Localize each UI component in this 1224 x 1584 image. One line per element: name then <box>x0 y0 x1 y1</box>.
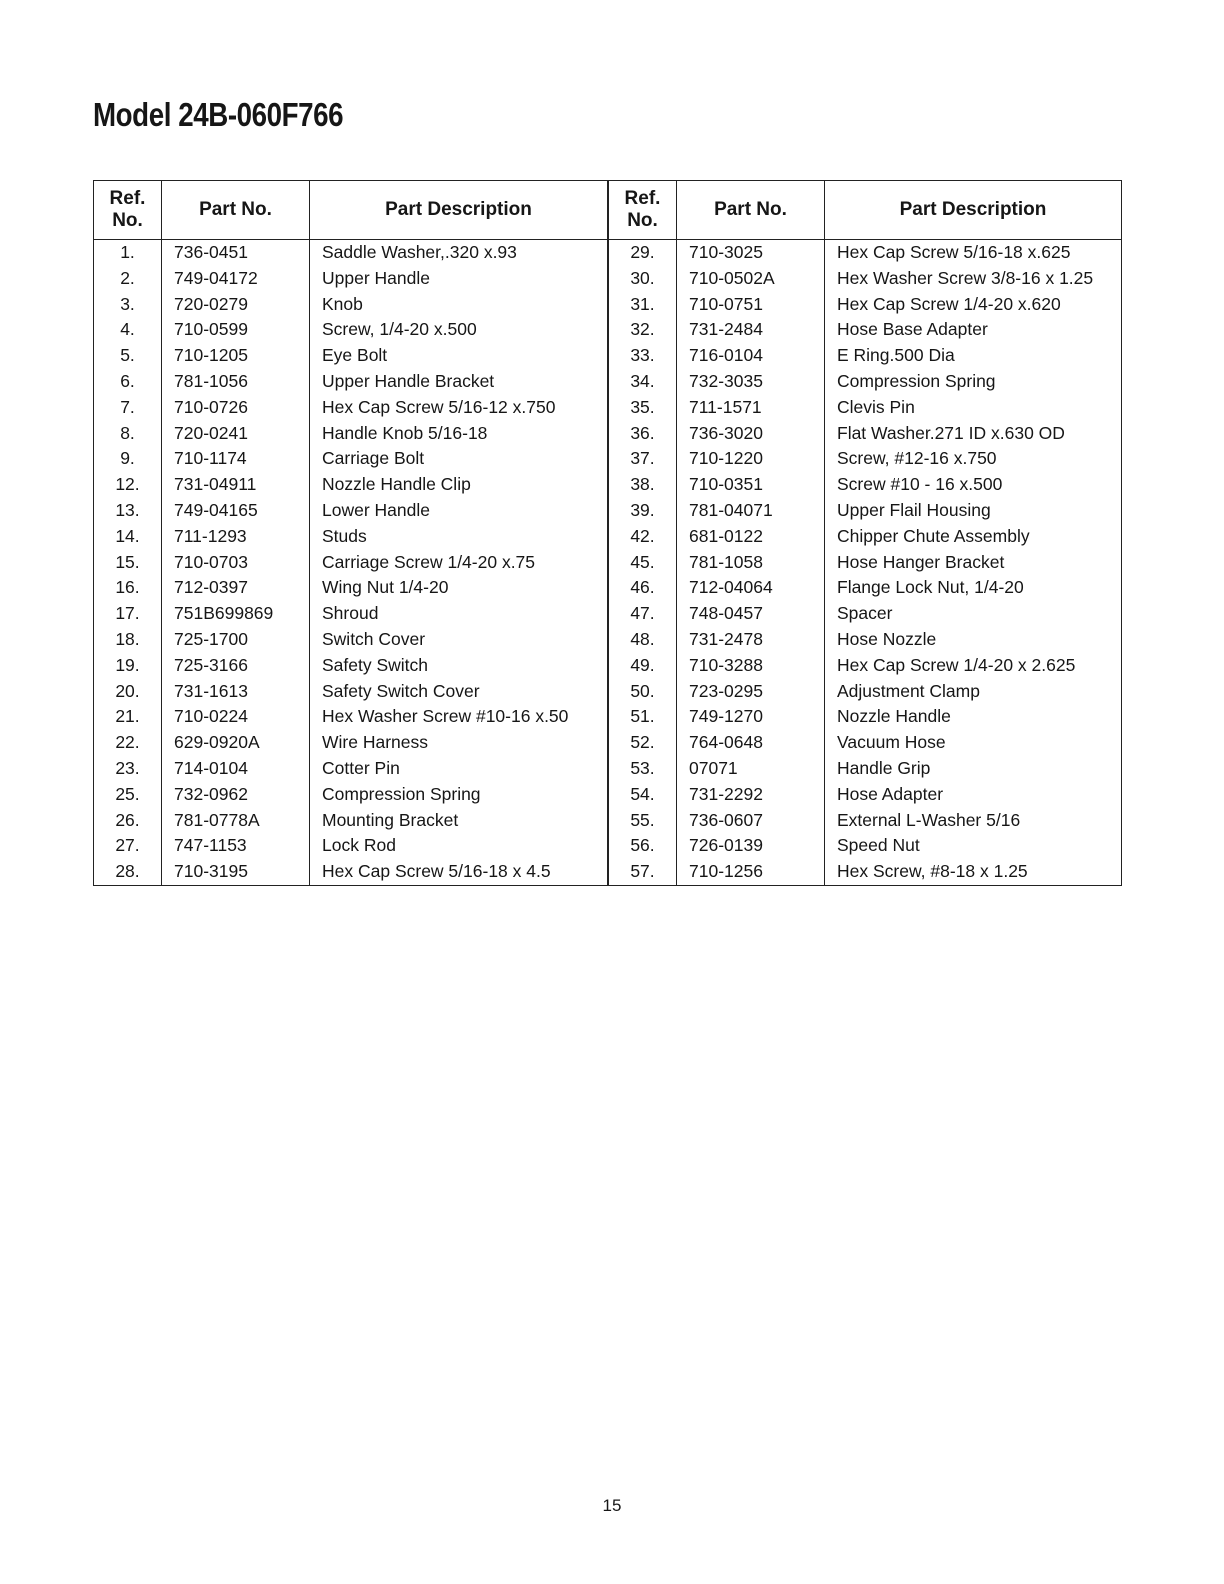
table-row <box>609 421 1122 447</box>
ref-no-cell: 3. <box>94 292 162 318</box>
ref-no-cell: 15. <box>94 550 162 576</box>
part-description-header: Part Description <box>825 181 1122 240</box>
ref-no-cell: 28. <box>94 859 162 885</box>
table-row <box>94 472 608 498</box>
parts-table-body-right <box>609 240 1122 886</box>
part-description-cell: Clevis Pin <box>825 395 1122 421</box>
table-row <box>609 859 1122 885</box>
table-row <box>94 859 608 885</box>
table-row <box>609 808 1122 834</box>
ref-no-cell: 1. <box>94 240 162 266</box>
part-description-cell: External L-Washer 5/16 <box>825 808 1122 834</box>
ref-no-cell: 6. <box>94 369 162 395</box>
ref-no-cell: 30. <box>609 266 677 292</box>
ref-no-cell: 16. <box>94 575 162 601</box>
table-row <box>94 833 608 859</box>
ref-no-cell: 22. <box>94 730 162 756</box>
part-description-cell: Upper Handle <box>310 266 608 292</box>
part-no-cell: 712-04064 <box>677 575 825 601</box>
part-no-cell: 711-1571 <box>677 395 825 421</box>
part-no-cell: 712-0397 <box>162 575 310 601</box>
ref-no-cell: 4. <box>94 317 162 343</box>
table-row <box>94 421 608 447</box>
part-description-cell: Lower Handle <box>310 498 608 524</box>
ref-header-line2: No. <box>112 210 143 231</box>
part-no-cell: 781-04071 <box>677 498 825 524</box>
ref-no-cell: 33. <box>609 343 677 369</box>
part-no-cell: 716-0104 <box>677 343 825 369</box>
part-no-cell: 710-1256 <box>677 859 825 885</box>
table-row <box>609 601 1122 627</box>
table-row <box>609 782 1122 808</box>
part-description-header: Part Description <box>310 181 608 240</box>
table-row <box>94 317 608 343</box>
part-no-cell: 764-0648 <box>677 730 825 756</box>
part-no-cell: 710-1220 <box>677 446 825 472</box>
ref-no-cell: 18. <box>94 627 162 653</box>
part-no-cell: 07071 <box>677 756 825 782</box>
part-description-cell: Upper Flail Housing <box>825 498 1122 524</box>
part-description-cell: Speed Nut <box>825 833 1122 859</box>
part-no-cell: 710-0703 <box>162 550 310 576</box>
ref-header-line1: Ref. <box>109 188 146 209</box>
part-description-cell: Hose Nozzle <box>825 627 1122 653</box>
part-description-cell: Hose Hanger Bracket <box>825 550 1122 576</box>
table-row <box>94 601 608 627</box>
ref-no-cell: 51. <box>609 704 677 730</box>
ref-no-cell: 53. <box>609 756 677 782</box>
part-description-cell: Screw #10 - 16 x.500 <box>825 472 1122 498</box>
part-no-cell: 710-1174 <box>162 446 310 472</box>
part-description-cell: Flange Lock Nut, 1/4-20 <box>825 575 1122 601</box>
table-row <box>609 266 1122 292</box>
ref-no-cell: 31. <box>609 292 677 318</box>
table-row <box>609 575 1122 601</box>
part-no-cell: 714-0104 <box>162 756 310 782</box>
ref-no-cell: 52. <box>609 730 677 756</box>
part-no-cell: 749-1270 <box>677 704 825 730</box>
part-no-cell: 710-3195 <box>162 859 310 885</box>
parts-table-body-left <box>94 240 608 886</box>
part-no-cell: 723-0295 <box>677 679 825 705</box>
ref-no-cell: 5. <box>94 343 162 369</box>
part-description-cell: Hex Cap Screw 5/16-18 x 4.5 <box>310 859 608 885</box>
table-row <box>94 679 608 705</box>
ref-no-cell: 56. <box>609 833 677 859</box>
table-row <box>94 395 608 421</box>
part-no-cell: 710-3025 <box>677 240 825 266</box>
part-description-cell: Carriage Screw 1/4-20 x.75 <box>310 550 608 576</box>
part-no-cell: 725-1700 <box>162 627 310 653</box>
table-row <box>94 343 608 369</box>
table-row <box>94 808 608 834</box>
table-row <box>609 730 1122 756</box>
ref-no-cell: 38. <box>609 472 677 498</box>
ref-no-cell: 50. <box>609 679 677 705</box>
table-row <box>609 292 1122 318</box>
part-description-cell: Hose Adapter <box>825 782 1122 808</box>
parts-table-right <box>608 180 1122 886</box>
part-no-cell: 781-1058 <box>677 550 825 576</box>
part-no-cell: 720-0279 <box>162 292 310 318</box>
part-description-cell: Adjustment Clamp <box>825 679 1122 705</box>
part-no-cell: 710-1205 <box>162 343 310 369</box>
part-description-cell: Vacuum Hose <box>825 730 1122 756</box>
ref-no-cell: 57. <box>609 859 677 885</box>
table-row <box>609 833 1122 859</box>
part-description-cell: Cotter Pin <box>310 756 608 782</box>
table-row <box>94 446 608 472</box>
part-description-cell: Wire Harness <box>310 730 608 756</box>
part-description-cell: Hex Cap Screw 1/4-20 x.620 <box>825 292 1122 318</box>
part-no-cell: 731-2484 <box>677 317 825 343</box>
part-no-cell: 710-0502A <box>677 266 825 292</box>
ref-no-cell: 2. <box>94 266 162 292</box>
ref-no-cell: 32. <box>609 317 677 343</box>
table-row <box>609 756 1122 782</box>
part-description-cell: Hex Cap Screw 5/16-12 x.750 <box>310 395 608 421</box>
part-description-cell: Compression Spring <box>310 782 608 808</box>
table-row <box>609 395 1122 421</box>
table-row <box>94 498 608 524</box>
part-description-cell: Wing Nut 1/4-20 <box>310 575 608 601</box>
ref-no-cell: 7. <box>94 395 162 421</box>
part-no-cell: 710-3288 <box>677 653 825 679</box>
table-row <box>94 575 608 601</box>
ref-no-cell: 46. <box>609 575 677 601</box>
table-row <box>609 472 1122 498</box>
page-title: Model 24B-060F766 <box>93 96 344 133</box>
ref-no-cell: 13. <box>94 498 162 524</box>
part-no-cell: 731-1613 <box>162 679 310 705</box>
table-row <box>94 240 608 266</box>
part-description-cell: Hose Base Adapter <box>825 317 1122 343</box>
ref-no-cell: 27. <box>94 833 162 859</box>
ref-no-cell: 42. <box>609 524 677 550</box>
part-description-cell: Knob <box>310 292 608 318</box>
ref-no-cell: 9. <box>94 446 162 472</box>
ref-no-cell: 19. <box>94 653 162 679</box>
part-description-cell: Mounting Bracket <box>310 808 608 834</box>
table-row <box>94 369 608 395</box>
ref-no-cell: 23. <box>94 756 162 782</box>
part-description-cell: Compression Spring <box>825 369 1122 395</box>
part-description-cell: Hex Cap Screw 5/16-18 x.625 <box>825 240 1122 266</box>
ref-no-cell: 48. <box>609 627 677 653</box>
part-no-cell: 748-0457 <box>677 601 825 627</box>
table-row <box>609 240 1122 266</box>
table-row <box>94 730 608 756</box>
part-description-cell: Flat Washer.271 ID x.630 OD <box>825 421 1122 447</box>
part-no-cell: 711-1293 <box>162 524 310 550</box>
part-no-cell: 732-0962 <box>162 782 310 808</box>
part-description-cell: Handle Grip <box>825 756 1122 782</box>
ref-no-header <box>94 181 162 240</box>
table-row <box>94 524 608 550</box>
part-no-header: Part No. <box>162 181 310 240</box>
ref-no-cell: 21. <box>94 704 162 730</box>
part-no-cell: 747-1153 <box>162 833 310 859</box>
ref-no-cell: 25. <box>94 782 162 808</box>
part-description-cell: Hex Screw, #8-18 x 1.25 <box>825 859 1122 885</box>
part-no-cell: 681-0122 <box>677 524 825 550</box>
ref-no-cell: 29. <box>609 240 677 266</box>
table-row <box>94 653 608 679</box>
ref-no-cell: 35. <box>609 395 677 421</box>
table-row <box>609 446 1122 472</box>
table-row <box>94 704 608 730</box>
part-no-cell: 629-0920A <box>162 730 310 756</box>
ref-no-cell: 34. <box>609 369 677 395</box>
part-description-cell: Chipper Chute Assembly <box>825 524 1122 550</box>
part-description-cell: Lock Rod <box>310 833 608 859</box>
part-no-cell: 731-2292 <box>677 782 825 808</box>
part-description-cell: Nozzle Handle <box>825 704 1122 730</box>
part-description-cell: Studs <box>310 524 608 550</box>
part-no-cell: 710-0224 <box>162 704 310 730</box>
part-no-cell: 749-04165 <box>162 498 310 524</box>
table-row <box>609 550 1122 576</box>
ref-no-cell: 39. <box>609 498 677 524</box>
part-no-cell: 736-3020 <box>677 421 825 447</box>
ref-no-cell: 12. <box>94 472 162 498</box>
ref-no-cell: 49. <box>609 653 677 679</box>
part-no-cell: 781-0778A <box>162 808 310 834</box>
ref-no-cell: 45. <box>609 550 677 576</box>
ref-no-cell: 37. <box>609 446 677 472</box>
part-description-cell: Carriage Bolt <box>310 446 608 472</box>
table-row <box>609 524 1122 550</box>
table-row <box>94 627 608 653</box>
part-no-cell: 710-0351 <box>677 472 825 498</box>
part-no-cell: 751B699869 <box>162 601 310 627</box>
table-row <box>609 704 1122 730</box>
part-no-cell: 725-3166 <box>162 653 310 679</box>
table-row <box>609 627 1122 653</box>
part-description-cell: Hex Washer Screw #10-16 x.50 <box>310 704 608 730</box>
part-description-cell: Spacer <box>825 601 1122 627</box>
table-row <box>94 550 608 576</box>
table-row <box>609 317 1122 343</box>
part-no-header: Part No. <box>677 181 825 240</box>
ref-no-cell: 54. <box>609 782 677 808</box>
ref-header-line2: No. <box>627 210 658 231</box>
part-no-cell: 732-3035 <box>677 369 825 395</box>
ref-no-cell: 26. <box>94 808 162 834</box>
ref-no-header <box>609 181 677 240</box>
part-no-cell: 781-1056 <box>162 369 310 395</box>
table-header-row <box>94 181 608 240</box>
part-no-cell: 726-0139 <box>677 833 825 859</box>
table-header-row <box>609 181 1122 240</box>
part-description-cell: Screw, #12-16 x.750 <box>825 446 1122 472</box>
part-description-cell: Hex Cap Screw 1/4-20 x 2.625 <box>825 653 1122 679</box>
part-description-cell: Shroud <box>310 601 608 627</box>
part-description-cell: Nozzle Handle Clip <box>310 472 608 498</box>
part-description-cell: Screw, 1/4-20 x.500 <box>310 317 608 343</box>
part-no-cell: 736-0607 <box>677 808 825 834</box>
part-description-cell: Upper Handle Bracket <box>310 369 608 395</box>
table-row <box>609 369 1122 395</box>
part-description-cell: Handle Knob 5/16-18 <box>310 421 608 447</box>
parts-table-left <box>93 180 608 886</box>
table-row <box>94 292 608 318</box>
table-row <box>609 679 1122 705</box>
part-no-cell: 710-0751 <box>677 292 825 318</box>
ref-no-cell: 17. <box>94 601 162 627</box>
part-description-cell: Safety Switch <box>310 653 608 679</box>
ref-no-cell: 47. <box>609 601 677 627</box>
part-description-cell: Switch Cover <box>310 627 608 653</box>
table-row <box>609 498 1122 524</box>
ref-no-cell: 20. <box>94 679 162 705</box>
part-description-cell: Hex Washer Screw 3/8-16 x 1.25 <box>825 266 1122 292</box>
part-no-cell: 736-0451 <box>162 240 310 266</box>
table-row <box>94 266 608 292</box>
part-no-cell: 731-2478 <box>677 627 825 653</box>
part-description-cell: Saddle Washer,.320 x.93 <box>310 240 608 266</box>
ref-no-cell: 8. <box>94 421 162 447</box>
table-row <box>94 782 608 808</box>
table-row <box>609 653 1122 679</box>
part-no-cell: 720-0241 <box>162 421 310 447</box>
part-no-cell: 710-0599 <box>162 317 310 343</box>
page-number: 15 <box>602 1496 622 1515</box>
part-description-cell: Eye Bolt <box>310 343 608 369</box>
ref-no-cell: 36. <box>609 421 677 447</box>
table-row <box>609 343 1122 369</box>
table-row <box>94 756 608 782</box>
part-description-cell: E Ring.500 Dia <box>825 343 1122 369</box>
part-no-cell: 731-04911 <box>162 472 310 498</box>
ref-no-cell: 55. <box>609 808 677 834</box>
part-description-cell: Safety Switch Cover <box>310 679 608 705</box>
part-no-cell: 749-04172 <box>162 266 310 292</box>
ref-no-cell: 14. <box>94 524 162 550</box>
ref-header-line1: Ref. <box>624 188 661 209</box>
part-no-cell: 710-0726 <box>162 395 310 421</box>
